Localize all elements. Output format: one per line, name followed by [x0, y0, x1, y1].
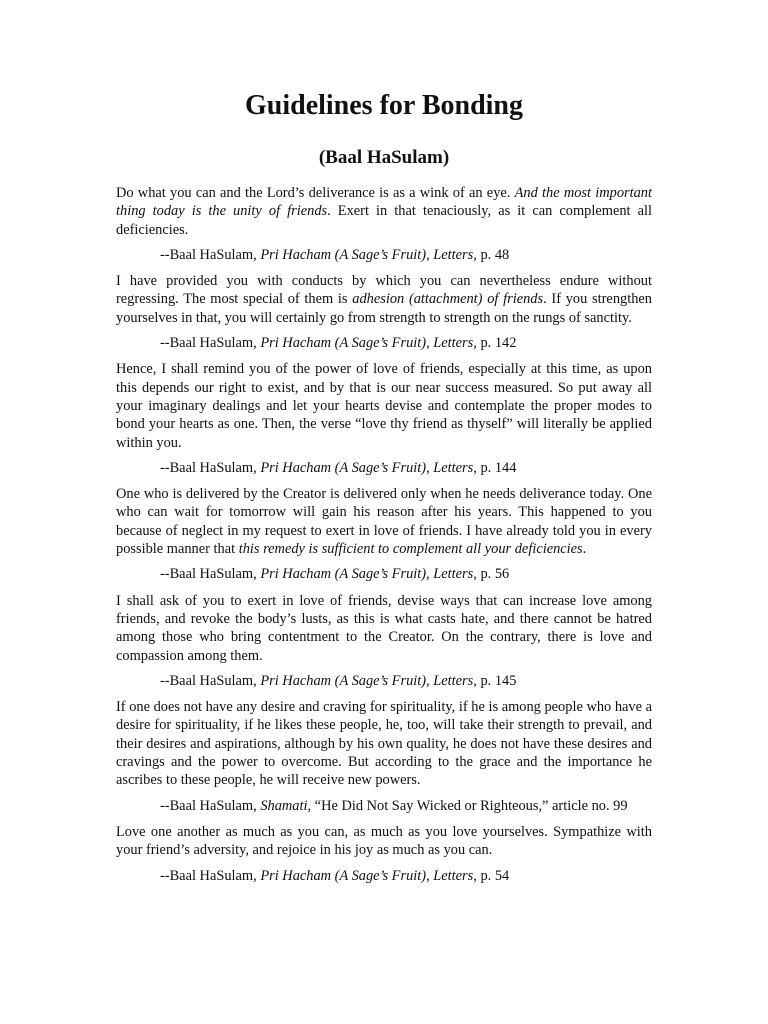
quote-citation [116, 246, 652, 264]
quote-citation [116, 867, 652, 885]
text-span: , p. 56 [473, 566, 510, 583]
quote-paragraph [116, 184, 652, 239]
italic-text: Pri Hacham (A Sage’s Fruit) [260, 566, 427, 583]
text-span: I shall ask of you to exert in love of friends, devise ways that can increase love among friends, and revoke the body’s lusts, as this is what casts hate, and there cannot be hatred among those who bring contentment to the Creator. On the contrary, there is love and compassion among them. [116, 592, 652, 664]
text-span: Hence, I shall remind you of the power of love of friends, especially at this time, as upon this depends our right to exist, and by that is our near success measured. So put away all your imaginary dealings and let your hearts devise and contemplate the proper modes to bond your hearts as one. Then, the verse “love thy friend as thyself” will literally be applied within you. [116, 361, 652, 451]
text-span: , p. 54 [473, 867, 510, 884]
text-span: , [426, 335, 434, 352]
quote-paragraph [116, 360, 652, 451]
text-span: , [426, 246, 434, 263]
quote-paragraph [116, 485, 652, 558]
quote-paragraph [116, 823, 652, 860]
italic-text: Letters [433, 459, 474, 476]
text-span: , p. 48 [473, 246, 510, 263]
italic-text: Pri Hacham (A Sage’s Fruit) [260, 335, 427, 352]
italic-text: Letters [433, 246, 474, 263]
italic-text: Pri Hacham (A Sage’s Fruit) [260, 672, 427, 689]
text-span: , p. 145 [473, 672, 517, 689]
text-span: . Exert in that tenaciously, as it can complement all deficiencies. [116, 203, 652, 238]
text-span: --Baal HaSulam, [160, 672, 261, 689]
quote-paragraph [116, 272, 652, 327]
italic-text: Letters [433, 867, 474, 884]
text-span: , “He Did Not Say Wicked or Righteous,” article no. 99 [307, 797, 628, 814]
page-title: Guidelines for Bonding [244, 90, 523, 121]
italic-text: Letters [433, 566, 474, 583]
italic-text: Pri Hacham (A Sage’s Fruit) [260, 246, 427, 263]
quote-paragraph [116, 698, 652, 789]
text-span: Do what you can and the Lord’s deliverance is as a wink of an eye. [116, 185, 515, 201]
text-span: , [426, 566, 434, 583]
text-span: Love one another as much as you can, as much as you love yourselves. Sympathize with your friend’s adversity, and rejoice in his joy as much as you can. [116, 823, 652, 859]
text-span: . [582, 541, 587, 558]
italic-text: Letters [433, 335, 474, 352]
italic-text: Letters [433, 672, 474, 689]
quote-citation [116, 797, 652, 815]
text-span: --Baal HaSulam, [160, 867, 261, 884]
page-subtitle: (Baal HaSulam) [318, 147, 450, 168]
text-span: --Baal HaSulam, [160, 246, 261, 263]
quote-citation [116, 565, 652, 583]
text-span: I have provided you with conducts by which you can nevertheless endure without regressing. The most special of them is [116, 273, 652, 308]
text-span: One who is delivered by the Creator is delivered only when he needs deliverance today. One who can wait for tomorrow will gain his reason after his years. This happened to you because of neglect in my request to exert in love of friends. I have already told you in every possible manner that [116, 486, 652, 558]
text-span: --Baal HaSulam, [160, 566, 261, 583]
quote-citation [116, 334, 652, 352]
text-span: --Baal HaSulam, [160, 459, 261, 476]
text-span: , [426, 459, 434, 476]
text-span: , p. 142 [473, 335, 517, 352]
quote-paragraph [116, 592, 652, 665]
text-span: , [426, 867, 434, 884]
italic-text: Pri Hacham (A Sage’s Fruit) [260, 459, 427, 476]
document-page [116, 88, 652, 893]
text-span: , [426, 672, 434, 689]
italic-text: Pri Hacham (A Sage’s Fruit) [260, 867, 427, 884]
text-span: . If you strengthen yourselves in that, you will certainly go from strength to strength on the rungs of sanctity. [116, 291, 652, 326]
quote-citation [116, 459, 652, 477]
text-span: --Baal HaSulam, [160, 797, 261, 814]
italic-text: adhesion (attachment) of friends [352, 291, 544, 308]
text-span: If one does not have any desire and craving for spirituality, if he is among people who have a desire for spirituality, if he likes these people, he, too, will take their strength to prevail, and their desires and aspirations, although by his own quality, he does not have these desires and cravings and the power to overcome. But according to the grace and the importance he ascribes to these people, he will receive new powers. [116, 699, 652, 789]
italic-text: Shamati [260, 797, 308, 814]
italic-text: And the most important thing today is the unity of friends [116, 185, 652, 220]
italic-text: this remedy is sufficient to complement all your deficiencies [238, 541, 583, 558]
text-span: , p. 144 [473, 459, 517, 476]
text-span: --Baal HaSulam, [160, 335, 261, 352]
quote-citation [116, 672, 652, 690]
quote-list [116, 184, 652, 885]
